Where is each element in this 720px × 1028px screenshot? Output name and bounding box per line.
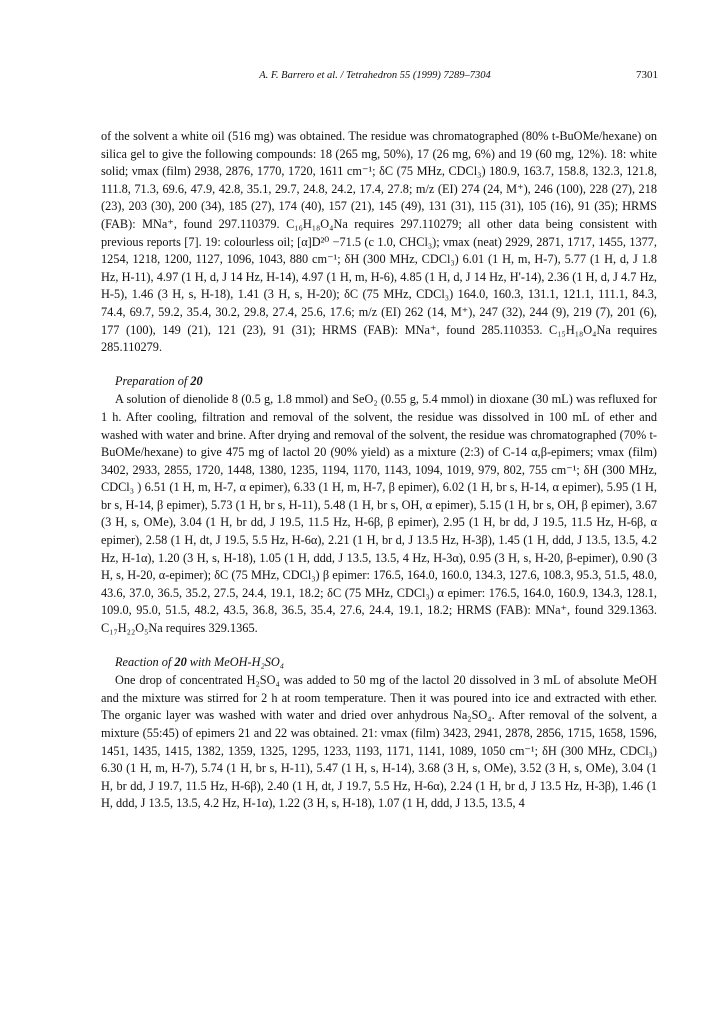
section-heading-preparation	[115, 373, 657, 391]
paragraph-reaction-20: One drop of concentrated H₂SO₄ was added to 50 mg of the lactol 20 dissolved in 3 mL of absolute MeOH and the mixture was stirred for 2 h at room temperature. Then it was poured into ice and extracted with ether. The organic layer was washed with water and dried over anhydrous Na₂SO₄. After removal of the solvent, a mixture (55:45) of epimers 21 and 22 was obtained. 21: νmax (film) 3423, 2941, 2878, 2856, 1715, 1658, 1596, 1451, 1435, 1415, 1382, 1359, 1325, 1295, 1233, 1193, 1171, 1141, 1089, 1050 cm⁻¹; δH (300 MHz, CDCl₃) 6.30 (1 H, m, H-7), 5.74 (1 H, br s, H-11), 5.47 (1 H, s, H-14), 3.68 (3 H, s, OMe), 3.52 (3 H, s, OMe), 3.04 (1 H, br dd, J 19.7, 11.5 Hz, H-6β), 2.40 (1 H, dt, J 19.7, 5.5 Hz, H-6α), 2.24 (1 H, br d, J 13.5 Hz, H-3β), 1.46 (1 H, ddd, J 13.5, 13.5, 4.2 Hz, H-1α), 1.22 (3 H, s, H-18), 1.07 (1 H, ddd, J 13.5, 13.5, 4	[101, 673, 657, 811]
page-number: 7301	[636, 69, 658, 81]
heading-compound-number: 20	[174, 654, 187, 669]
heading-text: Preparation of	[115, 373, 191, 388]
heading-text-suffix: with MeOH-H₂SO₄	[186, 654, 285, 669]
article-body	[101, 128, 657, 813]
paragraph-preparation-20: A solution of dienolide 8 (0.5 g, 1.8 mmol) and SeO₂ (0.55 g, 5.4 mmol) in dioxane (30 mL) was refluxed for 1 h. After cooling, filtration and removal of the solvent, the residue was dissolved in 100 mL of ether and washed with water and brine. After drying and removal of the solvent, the residue was chromatographed (70% t-BuOMe/hexane) to give 475 mg of lactol 20 (90% yield) as a mixture (2:3) of C-14 α,β-epimers; νmax (film) 3402, 2933, 2855, 1720, 1448, 1380, 1235, 1194, 1170, 1143, 1094, 1019, 979, 802, 755 cm⁻¹; δH (300 MHz, CDCl₃ ) 6.51 (1 H, m, H-7, α epimer), 6.33 (1 H, m, H-7, β epimer), 6.02 (1 H, br s, H-14, α epimer), 5.95 (1 H, br s, H-14, β epimer), 5.73 (1 H, br s, H-11), 5.48 (1 H, br s, OH, α epimer), 5.15 (1 H, br s, OH, β epimer), 3.67 (3 H, s, OMe), 3.04 (1 H, br dd, J 19.5, 11.5 Hz, H-6β, β epimer), 2.95 (1 H, br dd, J 19.5, 11.5 Hz, H-6β, α epimer), 2.58 (1 H, dt, J 19.5, 5.5 Hz, H-6α), 2.21 (1 H, br d, J 13.5 Hz, H-3β), 1.45 (1 H, ddd, J 13.5, 13.5, 4.2 Hz, H-1α), 1.20 (3 H, s, H-18), 1.05 (1 H, ddd, J 13.5, 13.5, 4 Hz, H-3α), 0.95 (3 H, s, H-20, β-epimer), 0.90 (3 H, s, H-20, α-epimer); δC (75 MHz, CDCl₃) β epimer: 176.5, 164.0, 160.0, 134.3, 127.6, 108.3, 95.3, 51.5, 48.0, 43.6, 37.0, 36.5, 35.2, 27.5, 24.4, 19.1, 18.2; δC (75 MHz, CDCl₃) α epimer: 176.5, 164.0, 160.9, 134.3, 128.1, 109.0, 95.0, 51.5, 48.2, 43.5, 36.8, 36.5, 35.4, 27.6, 24.4, 19.1, 18.2; HRMS (FAB): MNa⁺, found 329.1363. C₁₇H₂₂O₅Na requires 329.1365.	[101, 392, 657, 636]
section-heading-reaction	[115, 654, 657, 672]
heading-compound-number: 20	[190, 373, 203, 388]
running-header: A. F. Barrero et al. / Tetrahedron 55 (1999) 7289–7304	[259, 70, 491, 81]
paragraph-compound-data-18-19: of the solvent a white oil (516 mg) was obtained. The residue was chromatographed (80% t-BuOMe/hexane) on silica gel to give the following compounds: 18 (265 mg, 50%), 17 (26 mg, 6%) and 19 (60 mg, 12%). 18: white solid; νmax (film) 2938, 2876, 1770, 1720, 1611 cm⁻¹; δC (75 MHz, CDCl₃) 180.9, 163.7, 158.8, 132.3, 121.8, 111.8, 71.3, 69.6, 47.9, 42.8, 35.1, 29.7, 24.8, 24.2, 17.4, 27.8; m/z (EI) 274 (24, M⁺), 246 (100), 228 (27), 218 (23), 203 (30), 200 (34), 185 (27), 174 (40), 157 (21), 145 (49), 131 (31), 115 (31), 105 (16), 91 (35); HRMS (FAB): MNa⁺, found 297.110379. C₁₆H₁₈O₄Na requires 297.110279; all other data being consistent with previous reports [7]. 19: colourless oil; [α]D²⁰ −71.5 (c 1.0, CHCl₃); νmax (neat) 2929, 2871, 1717, 1455, 1377, 1254, 1218, 1200, 1127, 1096, 1043, 880 cm⁻¹; δH (300 MHz, CDCl₃) 6.01 (1 H, m, H-7), 5.77 (1 H, d, J 1.8 Hz, H-11), 4.97 (1 H, d, J 14 Hz, H-14), 4.97 (1 H, m, H-6), 4.85 (1 H, d, J 14 Hz, H'-14), 2.36 (1 H, d, J 4.7 Hz, H-5), 1.46 (3 H, s, H-18), 1.41 (3 H, s, H-20); δC (75 MHz, CDCl₃) 164.0, 160.3, 131.1, 121.1, 111.1, 84.3, 74.4, 69.7, 59.2, 35.4, 30.2, 29.8, 27.4, 25.6, 17.6; m/z (EI) 262 (14, M⁺), 247 (32), 244 (9), 219 (7), 201 (6), 177 (100), 149 (21), 121 (23), 91 (31); HRMS (FAB): MNa⁺, found 285.110353. C₁₅H₁₈O₄Na requires 285.110279.	[101, 129, 657, 355]
heading-text: Reaction of	[115, 654, 175, 669]
